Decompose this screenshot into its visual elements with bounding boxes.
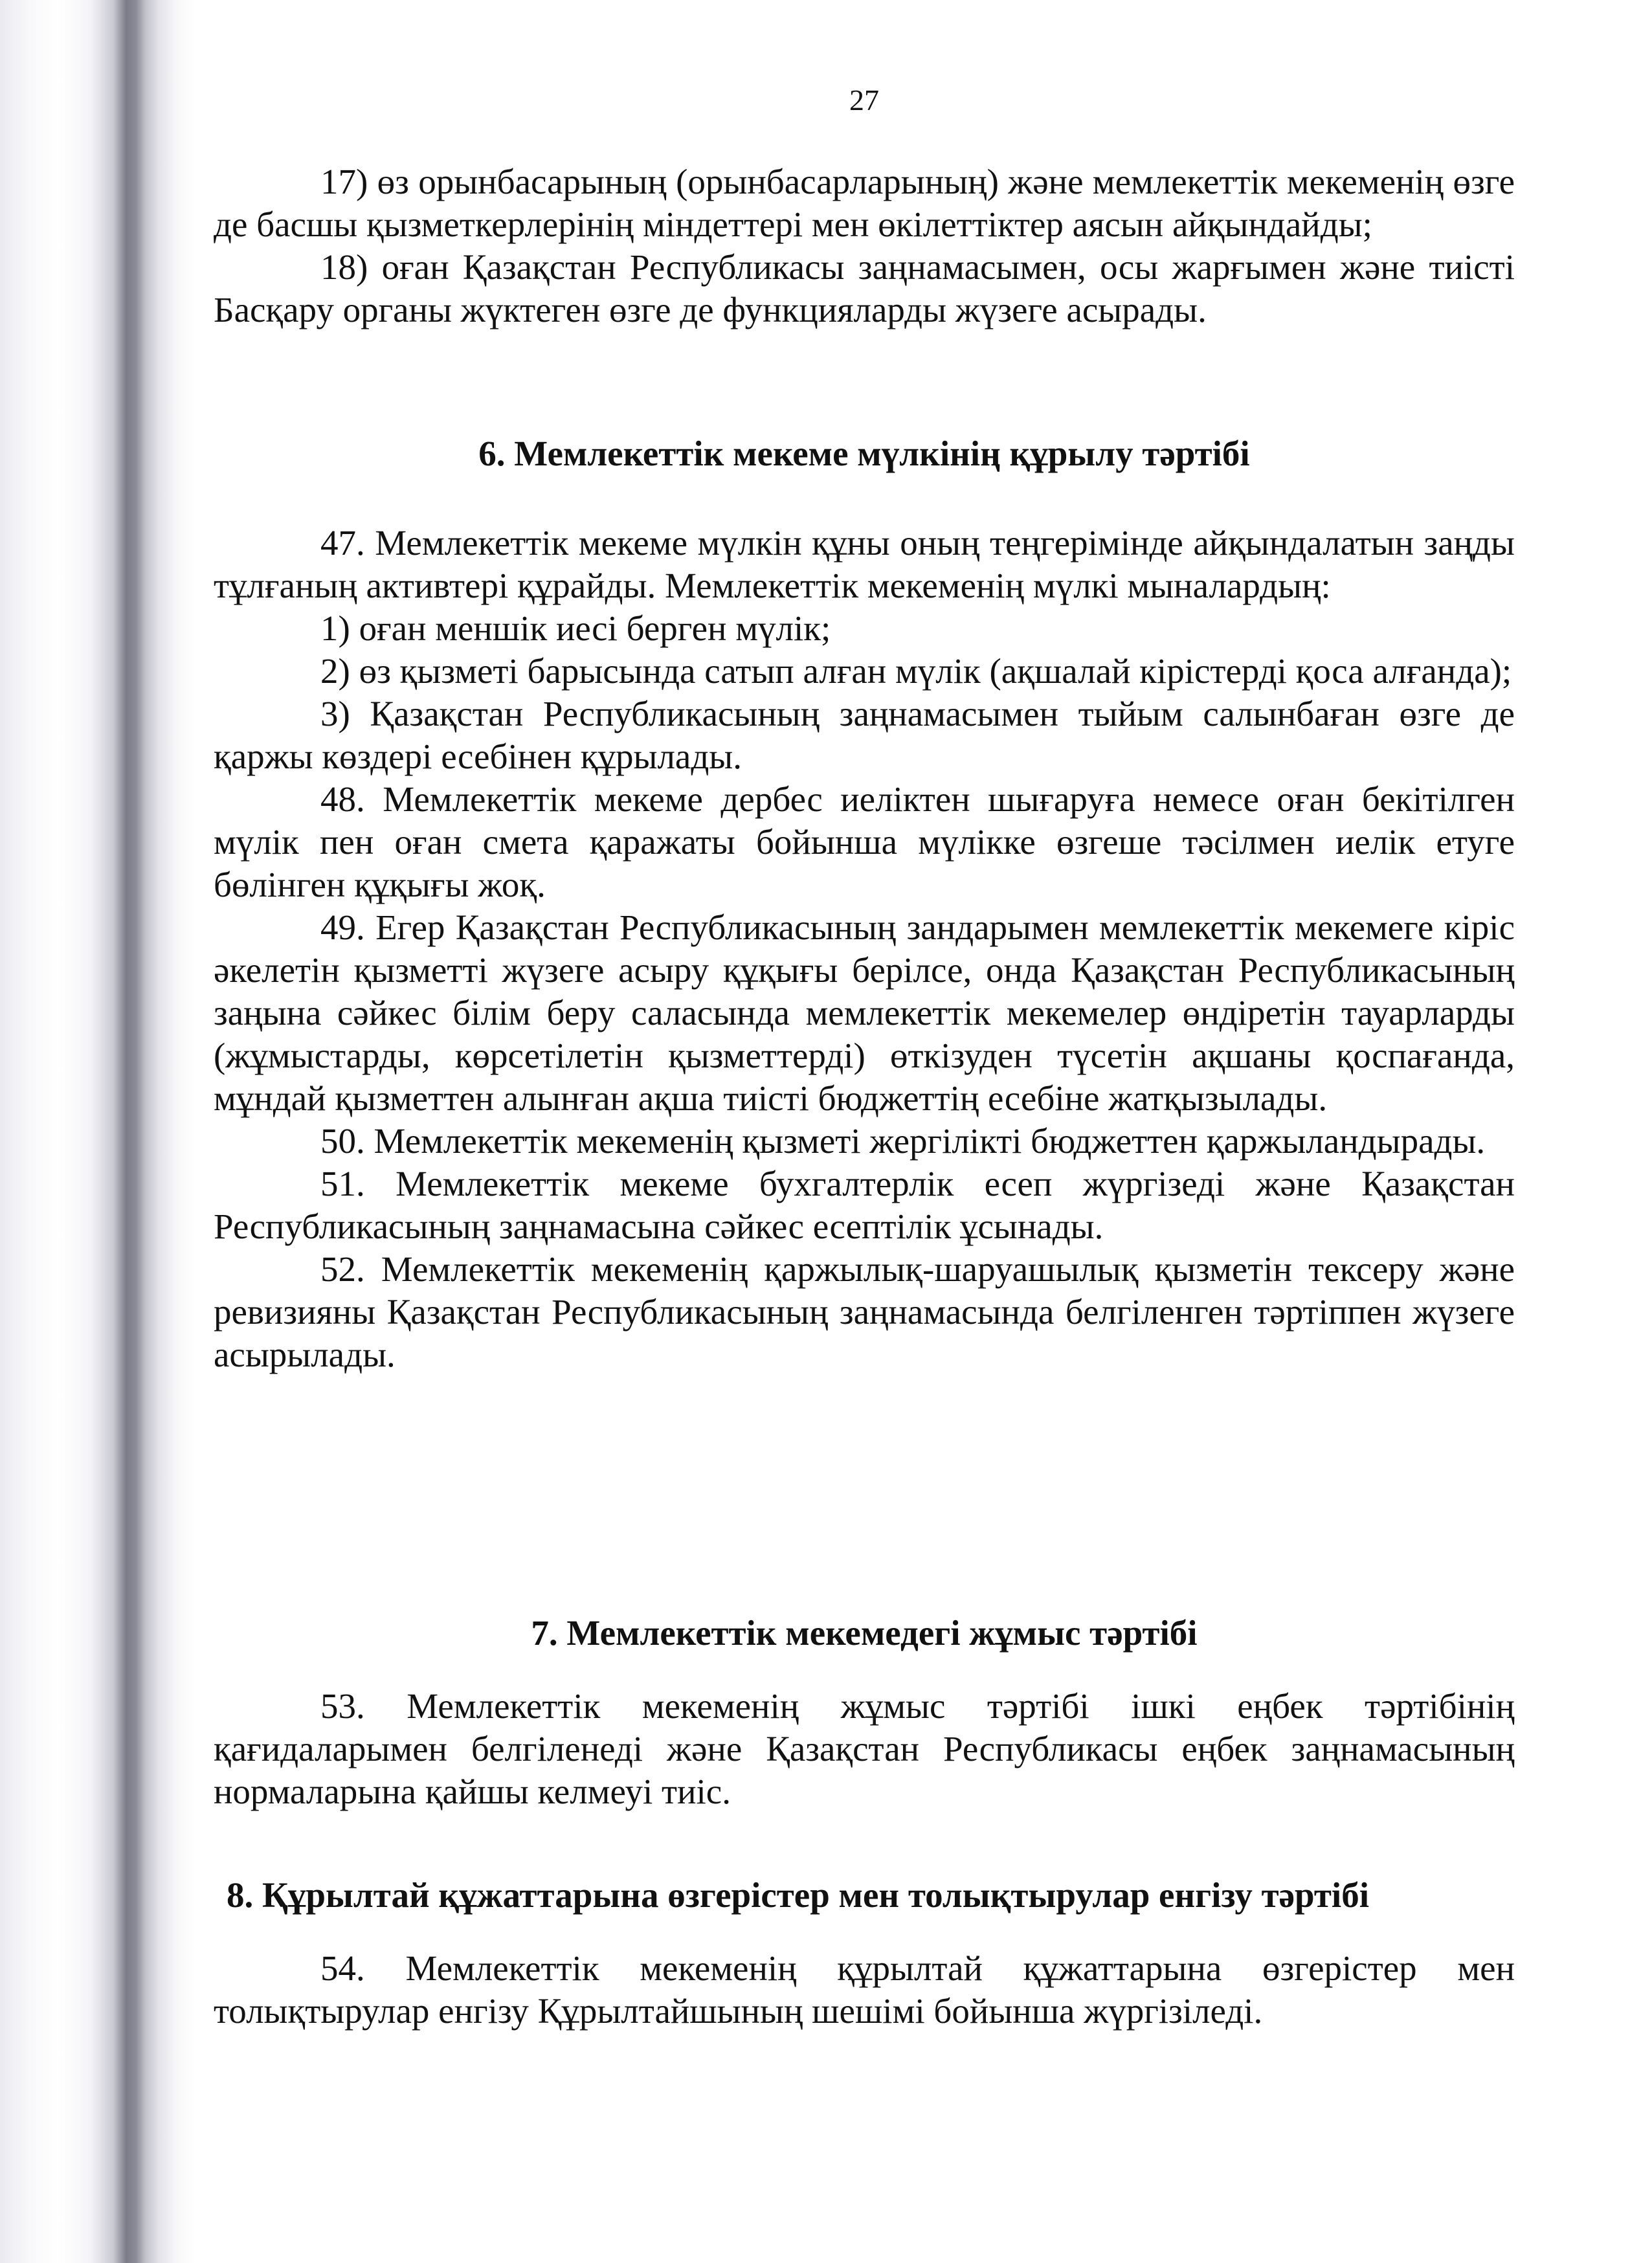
section-heading: 8. Құрылтай құжаттарына өзгерістер мен толықтырулар енгізу тәртібі	[227, 1875, 1369, 1915]
paragraph-53: 53. Мемлекеттік мекеменің жұмыс тәртібі ішкі еңбек тәртібінің қағидаларымен белгіленеді және Қазақстан Республикасы еңбек заңнамасының нормаларына қайшы келмеуі тиіс.	[214, 1686, 1515, 1811]
paragraph-47-item-3: 3) Қазақстан Республикасының заңнамасымен тыйым салынбаған өзге де қаржы көздері есебінен құрылады.	[214, 694, 1515, 776]
section-7-body	[214, 1685, 1515, 1813]
paragraph-54: 54. Мемлекеттік мекеменің құрылтай құжаттарына өзгерістер мен толықтырулар енгізу Құрылтайшының шешімі бойынша жүргізіледі.	[214, 1948, 1515, 2031]
paragraph-47-item-1: 1) оған меншік иесі берген мүлік;	[320, 608, 831, 648]
section-8	[214, 1874, 1515, 1917]
paragraph-49: 49. Егер Қазақстан Республикасының зандарымен мемлекеттік мекемеге кіріс әкелетін қызметті жүзеге асыру құқығы берілсе, онда Қазақстан Республикасының заңына сәйкес білім беру саласында мемлекеттік мекемелер өндіретін тауарларды (жұмыстарды, көрсетілетін қызметтерді) өткізуден түсетін ақшаны қоспағанда, мұндай қызметтен алынған ақша тиісті бюджеттің есебіне жатқызылады.	[214, 908, 1515, 1118]
paragraph-47: 47. Мемлекеттік мекеме мүлкін құны оның теңгерімінде айқындалатын заңды тұлғаның активтері құрайды. Мемлекеттік мекеменің мүлкі мыналардың:	[214, 523, 1515, 605]
paragraph-52: 52. Мемлекеттік мекеменің қаржылық-шаруашылық қызметін тексеру және ревизияны Қазақстан Республикасының заңнамасында белгіленген тәртіппен жүзеге асырылады.	[214, 1249, 1515, 1374]
section-6	[214, 432, 1515, 475]
paragraph-48: 48. Мемлекеттік мекеме дербес иеліктен шығаруға немесе оған бекітілген мүлік пен оған смета қаражаты бойынша мүлікке өзгеше тәсілмен иелік етуге бөлінген құқығы жоқ.	[214, 779, 1515, 904]
page-number: 27	[849, 84, 879, 117]
section-7	[214, 1612, 1515, 1655]
list-item-17: 17) өз орынбасарының (орынбасарларының) және мемлекеттік мекеменің өзге де басшы қызметкерлерінің міндеттері мен өкілеттіктер аясын айқындайды;	[214, 162, 1515, 244]
paragraph-50: 50. Мемлекеттік мекеменің қызметі жергілікті бюджеттен қаржыландырады.	[320, 1121, 1486, 1161]
paragraph-51: 51. Мемлекеттік мекеме бухгалтерлік есеп жүргізеді және Қазақстан Республикасының заңнамасына сәйкес есептілік ұсынады.	[214, 1164, 1515, 1246]
section-8-body	[214, 1947, 1515, 2033]
list-items-continued	[214, 161, 1515, 331]
section-heading: 6. Мемлекеттік мекеме мүлкінің құрылу тәртібі	[478, 434, 1250, 473]
section-6-body	[214, 522, 1515, 1376]
list-item-18: 18) оған Қазақстан Республикасы заңнамасымен, осы жарғымен және тиісті Басқару органы жүктеген өзге де функцияларды жүзеге асырады.	[214, 247, 1515, 329]
scan-binding-shadow	[0, 0, 194, 2263]
paragraph-47-item-2: 2) өз қызметі барысында сатып алған мүлік (ақшалай кірістерді қоса алғанда);	[320, 651, 1512, 691]
section-heading: 7. Мемлекеттік мекемедегі жұмыс тәртібі	[531, 1613, 1198, 1653]
document-page	[214, 0, 1515, 2263]
